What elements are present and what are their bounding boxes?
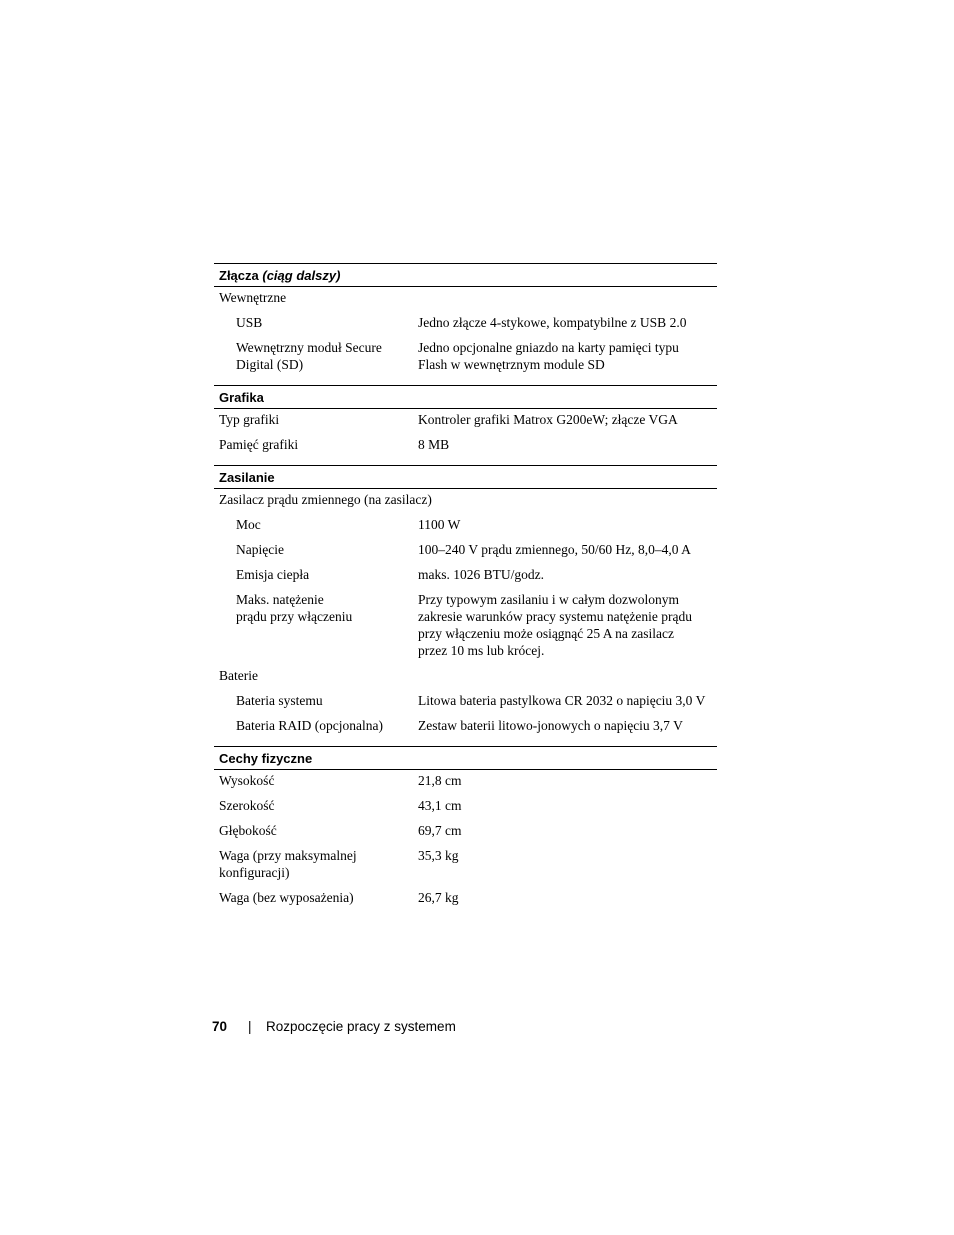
spec-row: [214, 411, 717, 428]
spec-row: [214, 847, 717, 881]
spec-value: 35,3 kg: [418, 848, 459, 863]
spec-row: [214, 889, 717, 906]
spec-label: Moc: [236, 517, 261, 532]
section-title-suffix: (ciąg dalszy): [262, 268, 341, 283]
spec-value: Jedno opcjonalne gniazdo na karty pamięci typu Flash w wewnętrznym module SD: [418, 340, 679, 372]
spec-label: Szerokość: [219, 798, 275, 813]
spec-row: [214, 566, 717, 583]
spec-label: Maks. natężenie prądu przy włączeniu: [236, 592, 353, 624]
section-title: Cechy fizyczne: [219, 751, 313, 766]
spec-row: [214, 591, 717, 659]
chapter-title: Rozpoczęcie pracy z systemem: [266, 1019, 456, 1034]
section-title: Złącza: [219, 268, 259, 283]
section-title: Zasilanie: [219, 470, 275, 485]
section-header-graphics: [214, 385, 717, 409]
spec-label: Wewnętrzny moduł Secure Digital (SD): [236, 340, 382, 372]
spec-row: [214, 797, 717, 814]
page-footer: [212, 1018, 456, 1035]
spec-label: Waga (przy maksymalnej konfiguracji): [219, 848, 357, 880]
spec-row: [214, 822, 717, 839]
spec-label: Bateria systemu: [236, 693, 323, 708]
spec-value: Litowa bateria pastylkowa CR 2032 o napięciu 3,0 V: [418, 693, 706, 708]
section-connectors: [214, 263, 717, 385]
spec-row: [214, 516, 717, 533]
subheading-batteries: Baterie: [219, 668, 258, 683]
spec-value: Przy typowym zasilaniu i w całym dozwolonym zakresie warunków pracy systemu natężenie prądu przy włączeniu może osiągnąć 25 A na zasilacz przez 10 ms lub krócej.: [418, 592, 693, 658]
spec-value: Kontroler grafiki Matrox G200eW; złącze VGA: [418, 412, 678, 427]
spec-label: USB: [236, 315, 263, 330]
spec-table: [214, 263, 717, 918]
footer-separator: |: [248, 1019, 252, 1034]
spec-label: Głębokość: [219, 823, 277, 838]
spec-row: [214, 772, 717, 789]
page-number: 70: [212, 1019, 228, 1034]
spec-label: Waga (bez wyposażenia): [219, 890, 354, 905]
spec-row: [214, 717, 717, 734]
spec-value: maks. 1026 BTU/godz.: [418, 567, 544, 582]
spec-label: Napięcie: [236, 542, 284, 557]
spec-value: 43,1 cm: [418, 798, 462, 813]
spec-row: [214, 314, 717, 331]
subheading-ac-power: Zasilacz prądu zmiennego (na zasilacz): [219, 492, 432, 507]
spec-value: Jedno złącze 4-stykowe, kompatybilne z USB 2.0: [418, 315, 687, 330]
spec-label: Emisja ciepła: [236, 567, 310, 582]
spec-value: 8 MB: [418, 437, 450, 452]
spec-value: 1100 W: [418, 517, 461, 532]
section-header-connectors: [214, 263, 717, 287]
spec-label: Pamięć grafiki: [219, 437, 299, 452]
spec-value: 69,7 cm: [418, 823, 462, 838]
section-graphics: [214, 385, 717, 465]
section-header-physical: [214, 746, 717, 770]
spec-label: Typ grafiki: [219, 412, 280, 427]
spec-label: Bateria RAID (opcjonalna): [236, 718, 383, 733]
spec-value: 100–240 V prądu zmiennego, 50/60 Hz, 8,0–4,0 A: [418, 542, 691, 557]
section-physical: [214, 746, 717, 918]
spec-label: Wysokość: [219, 773, 275, 788]
section-title: Grafika: [219, 390, 264, 405]
spec-value: 26,7 kg: [418, 890, 459, 905]
spec-row: [214, 436, 717, 453]
spec-row: [214, 339, 717, 373]
spec-value: Zestaw baterii litowo-jonowych o napięciu 3,7 V: [418, 718, 683, 733]
spec-row: [214, 541, 717, 558]
spec-row: [214, 692, 717, 709]
spec-value: 21,8 cm: [418, 773, 462, 788]
section-power: [214, 465, 717, 746]
subheading-internal: Wewnętrzne: [219, 290, 287, 305]
section-header-power: [214, 465, 717, 489]
